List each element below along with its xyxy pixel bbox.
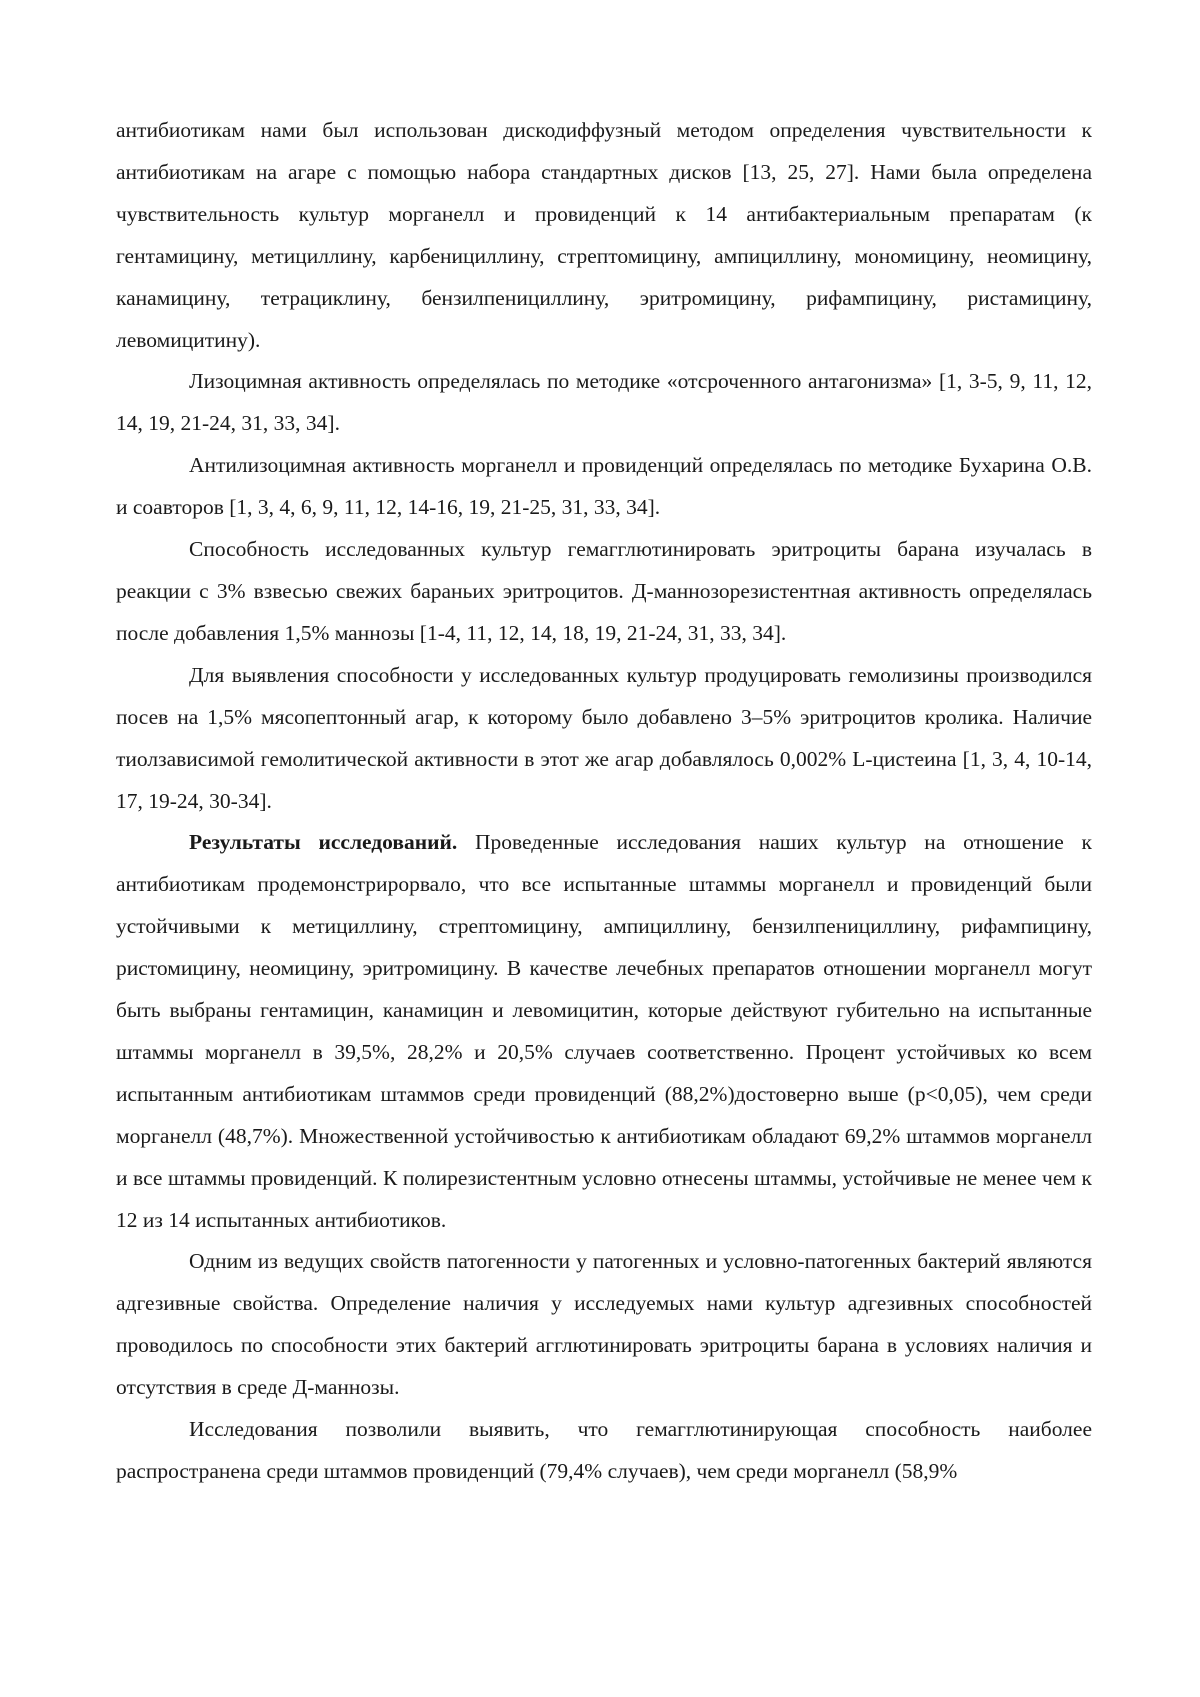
- paragraph-text: Антилизоцимная активность морганелл и провиденций определялась по методике Бухарина О.В. и соавторов [1, 3, 4, 6, 9, 11, 12, 14-16, 19, 21-25, 31, 33, 34].: [116, 453, 1092, 519]
- paragraph-results: [116, 822, 1092, 1241]
- paragraph-adhesive-properties: [116, 1241, 1092, 1409]
- paragraph-antilysozyme-activity: [116, 445, 1092, 529]
- paragraph-text: Исследования позволили выявить, что гемагглютинирующая способность наиболее распространена среди штаммов провиденций (79,4% случаев), чем среди морганелл (58,9%: [116, 1417, 1092, 1483]
- paragraph-text: Для выявления способности у исследованных культур продуцировать гемолизины производился посев на 1,5% мясопептонный агар, к которому было добавлено 3–5% эритроцитов кролика. Наличие тиолзависимой гемолитической активности в этот же агар добавлялось 0,002% L-цистеина [1, 3, 4, 10-14, 17, 19-24, 30-34].: [116, 663, 1092, 813]
- document-page: [0, 0, 1200, 1697]
- paragraph-hemagglutination: [116, 529, 1092, 655]
- paragraph-text: Лизоцимная активность определялась по методике «отсроченного антагонизма» [1, 3-5, 9, 11, 12, 14, 19, 21-24, 31, 33, 34].: [116, 369, 1092, 435]
- paragraph-antibiotic-method: [116, 110, 1092, 361]
- paragraph-text: Одним из ведущих свойств патогенности у патогенных и условно-патогенных бактерий являются адгезивные свойства. Определение наличия у исследуемых нами культур адгезивных способностей проводилось по способности этих бактерий агглютинировать эритроциты барана в условиях наличия и отсутствия в среде Д-маннозы.: [116, 1249, 1092, 1399]
- paragraph-hemolysins: [116, 655, 1092, 823]
- paragraph-hemagglutinating-ability: [116, 1409, 1092, 1493]
- paragraph-text: Способность исследованных культур гемагглютинировать эритроциты барана изучалась в реакции с 3% взвесью свежих бараньих эритроцитов. Д-маннозорезистентная активность определялась после добавления 1,5% маннозы [1-4, 11, 12, 14, 18, 19, 21-24, 31, 33, 34].: [116, 537, 1092, 645]
- document-body: [116, 110, 1092, 1493]
- paragraph-text: антибиотикам нами был использован дискодиффузный методом определения чувствительности к антибиотикам на агаре с помощью набора стандартных дисков [13, 25, 27]. Нами была определена чувствительность культур морганелл и провиденций к 14 антибактериальным препаратам (к гентамицину, метициллину, карбенициллину, стрептомицину, ампициллину, мономицину, неомицину, канамицину, тетрациклину, бензилпенициллину, эритромицину, рифампицину, ристамицину, левомицитину).: [116, 118, 1092, 352]
- paragraph-lysozyme-activity: [116, 361, 1092, 445]
- section-lead-heading: Результаты исследований.: [189, 830, 457, 854]
- paragraph-text: Проведенные исследования наших культур на отношение к антибиотикам продемонстрирорвало, что все испытанные штаммы морганелл и провиденций были устойчивыми к метициллину, стрептомицину, ампициллину, бензилпенициллину, рифампицину, ристомицину, неомицину, эритромицину. В качестве лечебных препаратов отношении морганелл могут быть выбраны гентамицин, канамицин и левомицитин, которые действуют губительно на испытанные штаммы морганелл в 39,5%, 28,2% и 20,5% случаев соответственно. Процент устойчивых ко всем испытанным антибиотикам штаммов среди провиденций (88,2%)достоверно выше (р<0,05), чем среди морганелл (48,7%). Множественной устойчивостью к антибиотикам обладают 69,2% штаммов морганелл и все штаммы провиденций. К полирезистентным условно отнесены штаммы, устойчивые не менее чем к 12 из 14 испытанных антибиотиков.: [116, 830, 1092, 1231]
